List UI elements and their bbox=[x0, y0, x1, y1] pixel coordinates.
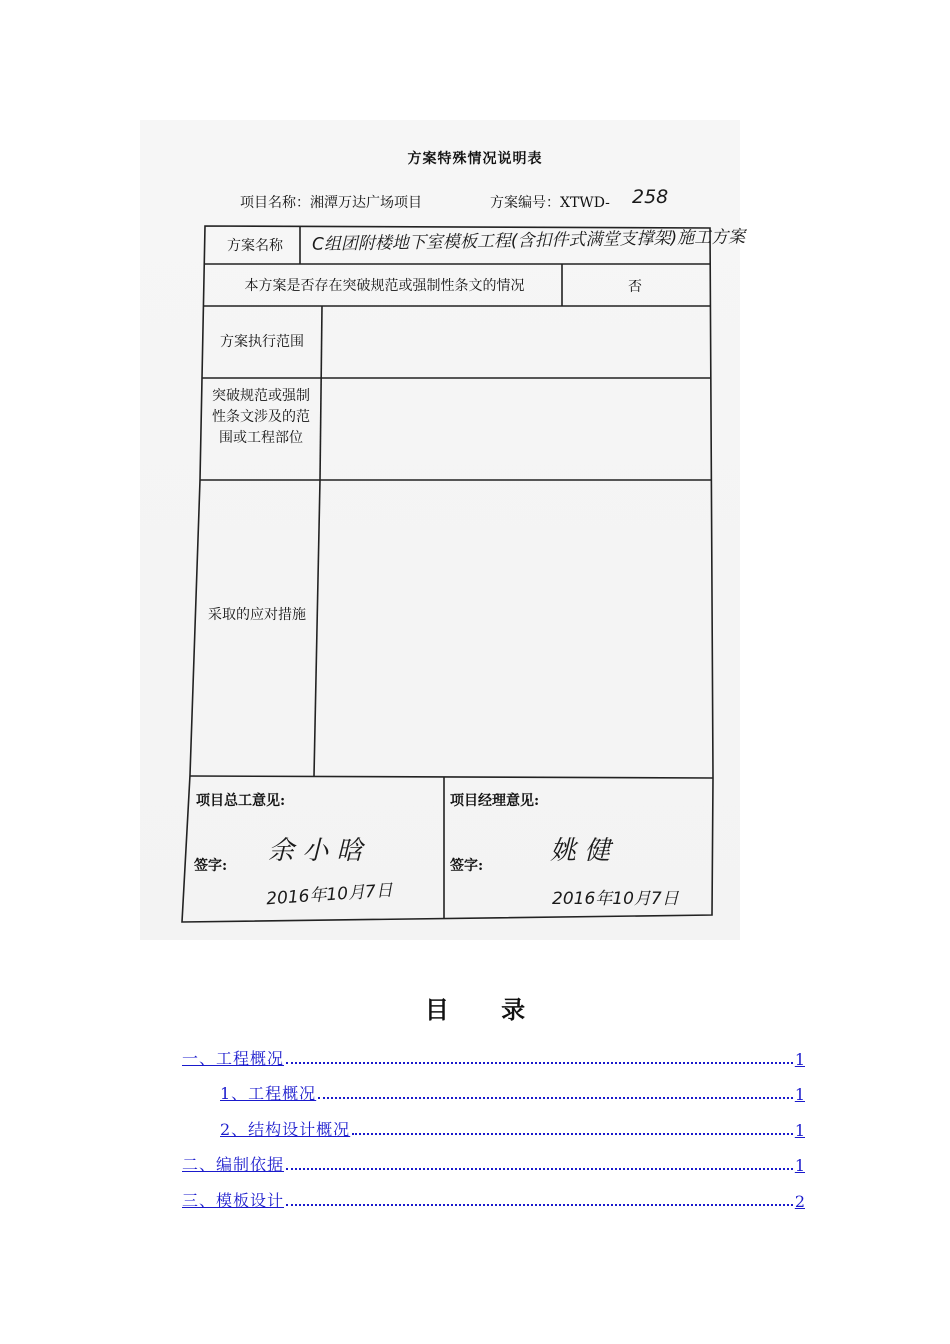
project-manager-opinion-label: 项目经理意见: bbox=[450, 793, 540, 809]
measures-label: 采取的应对措施 bbox=[208, 607, 306, 623]
violation-answer: 否 bbox=[628, 279, 642, 295]
toc-item-label: 一、工程概况 bbox=[182, 1049, 285, 1068]
toc-item-1[interactable] bbox=[182, 1046, 805, 1069]
plan-name-label: 方案名称 bbox=[227, 238, 283, 254]
toc-item-2[interactable] bbox=[182, 1152, 805, 1175]
toc-item-page: 1 bbox=[794, 1156, 805, 1175]
toc-item-label: 三、模板设计 bbox=[182, 1191, 285, 1210]
toc-leader-dots bbox=[286, 1061, 793, 1064]
toc-title-char-1: 目 bbox=[424, 996, 449, 1024]
toc-item-page: 1 bbox=[794, 1085, 805, 1104]
toc-item-page: 1 bbox=[794, 1121, 805, 1140]
plan-number-handwritten: 258 bbox=[632, 186, 669, 208]
toc-leader-dots bbox=[286, 1203, 793, 1206]
plan-number-label: 方案编号：XTWD- bbox=[490, 195, 610, 211]
toc-item-label: 1、工程概况 bbox=[220, 1084, 317, 1103]
scope-label: 方案执行范围 bbox=[220, 334, 304, 350]
toc-item-label: 2、结构设计概况 bbox=[220, 1120, 351, 1139]
toc-item-3[interactable] bbox=[182, 1188, 805, 1211]
project-manager-sign-label: 签字: bbox=[450, 858, 484, 874]
toc-leader-dots bbox=[286, 1167, 793, 1170]
violation-question: 本方案是否存在突破规范或强制性条文的情况 bbox=[244, 278, 525, 294]
toc-item-label: 二、编制依据 bbox=[182, 1155, 285, 1174]
toc-item-1-1[interactable] bbox=[220, 1081, 805, 1104]
form-title: 方案特殊情况说明表 bbox=[407, 151, 543, 167]
toc-item-page: 1 bbox=[794, 1050, 805, 1069]
project-manager-date: 2016年10月7日 bbox=[552, 889, 679, 909]
toc-item-page: 2 bbox=[794, 1192, 805, 1211]
plan-name-handwritten: C组团附楼地下室模板工程(含扣件式满堂支撑架)施工方案 bbox=[311, 227, 746, 255]
chief-engineer-opinion-label: 项目总工意见: bbox=[196, 793, 286, 809]
toc-title bbox=[0, 990, 950, 1025]
project-manager-signature: 姚 健 bbox=[550, 836, 611, 866]
project-name: 项目名称：湘潭万达广场项目 bbox=[240, 195, 422, 211]
toc-title-char-2: 录 bbox=[501, 996, 526, 1024]
toc-leader-dots bbox=[318, 1096, 793, 1099]
chief-engineer-signature: 余 小 晗 bbox=[268, 836, 363, 866]
chief-engineer-date: 2016年10月7日 bbox=[265, 880, 394, 910]
toc-leader-dots bbox=[352, 1132, 793, 1135]
breach-scope-label: 突破规范或强制性条文涉及的范围或工程部位 bbox=[212, 388, 310, 446]
chief-engineer-sign-label: 签字: bbox=[194, 858, 228, 874]
toc-item-1-2[interactable] bbox=[220, 1117, 805, 1140]
